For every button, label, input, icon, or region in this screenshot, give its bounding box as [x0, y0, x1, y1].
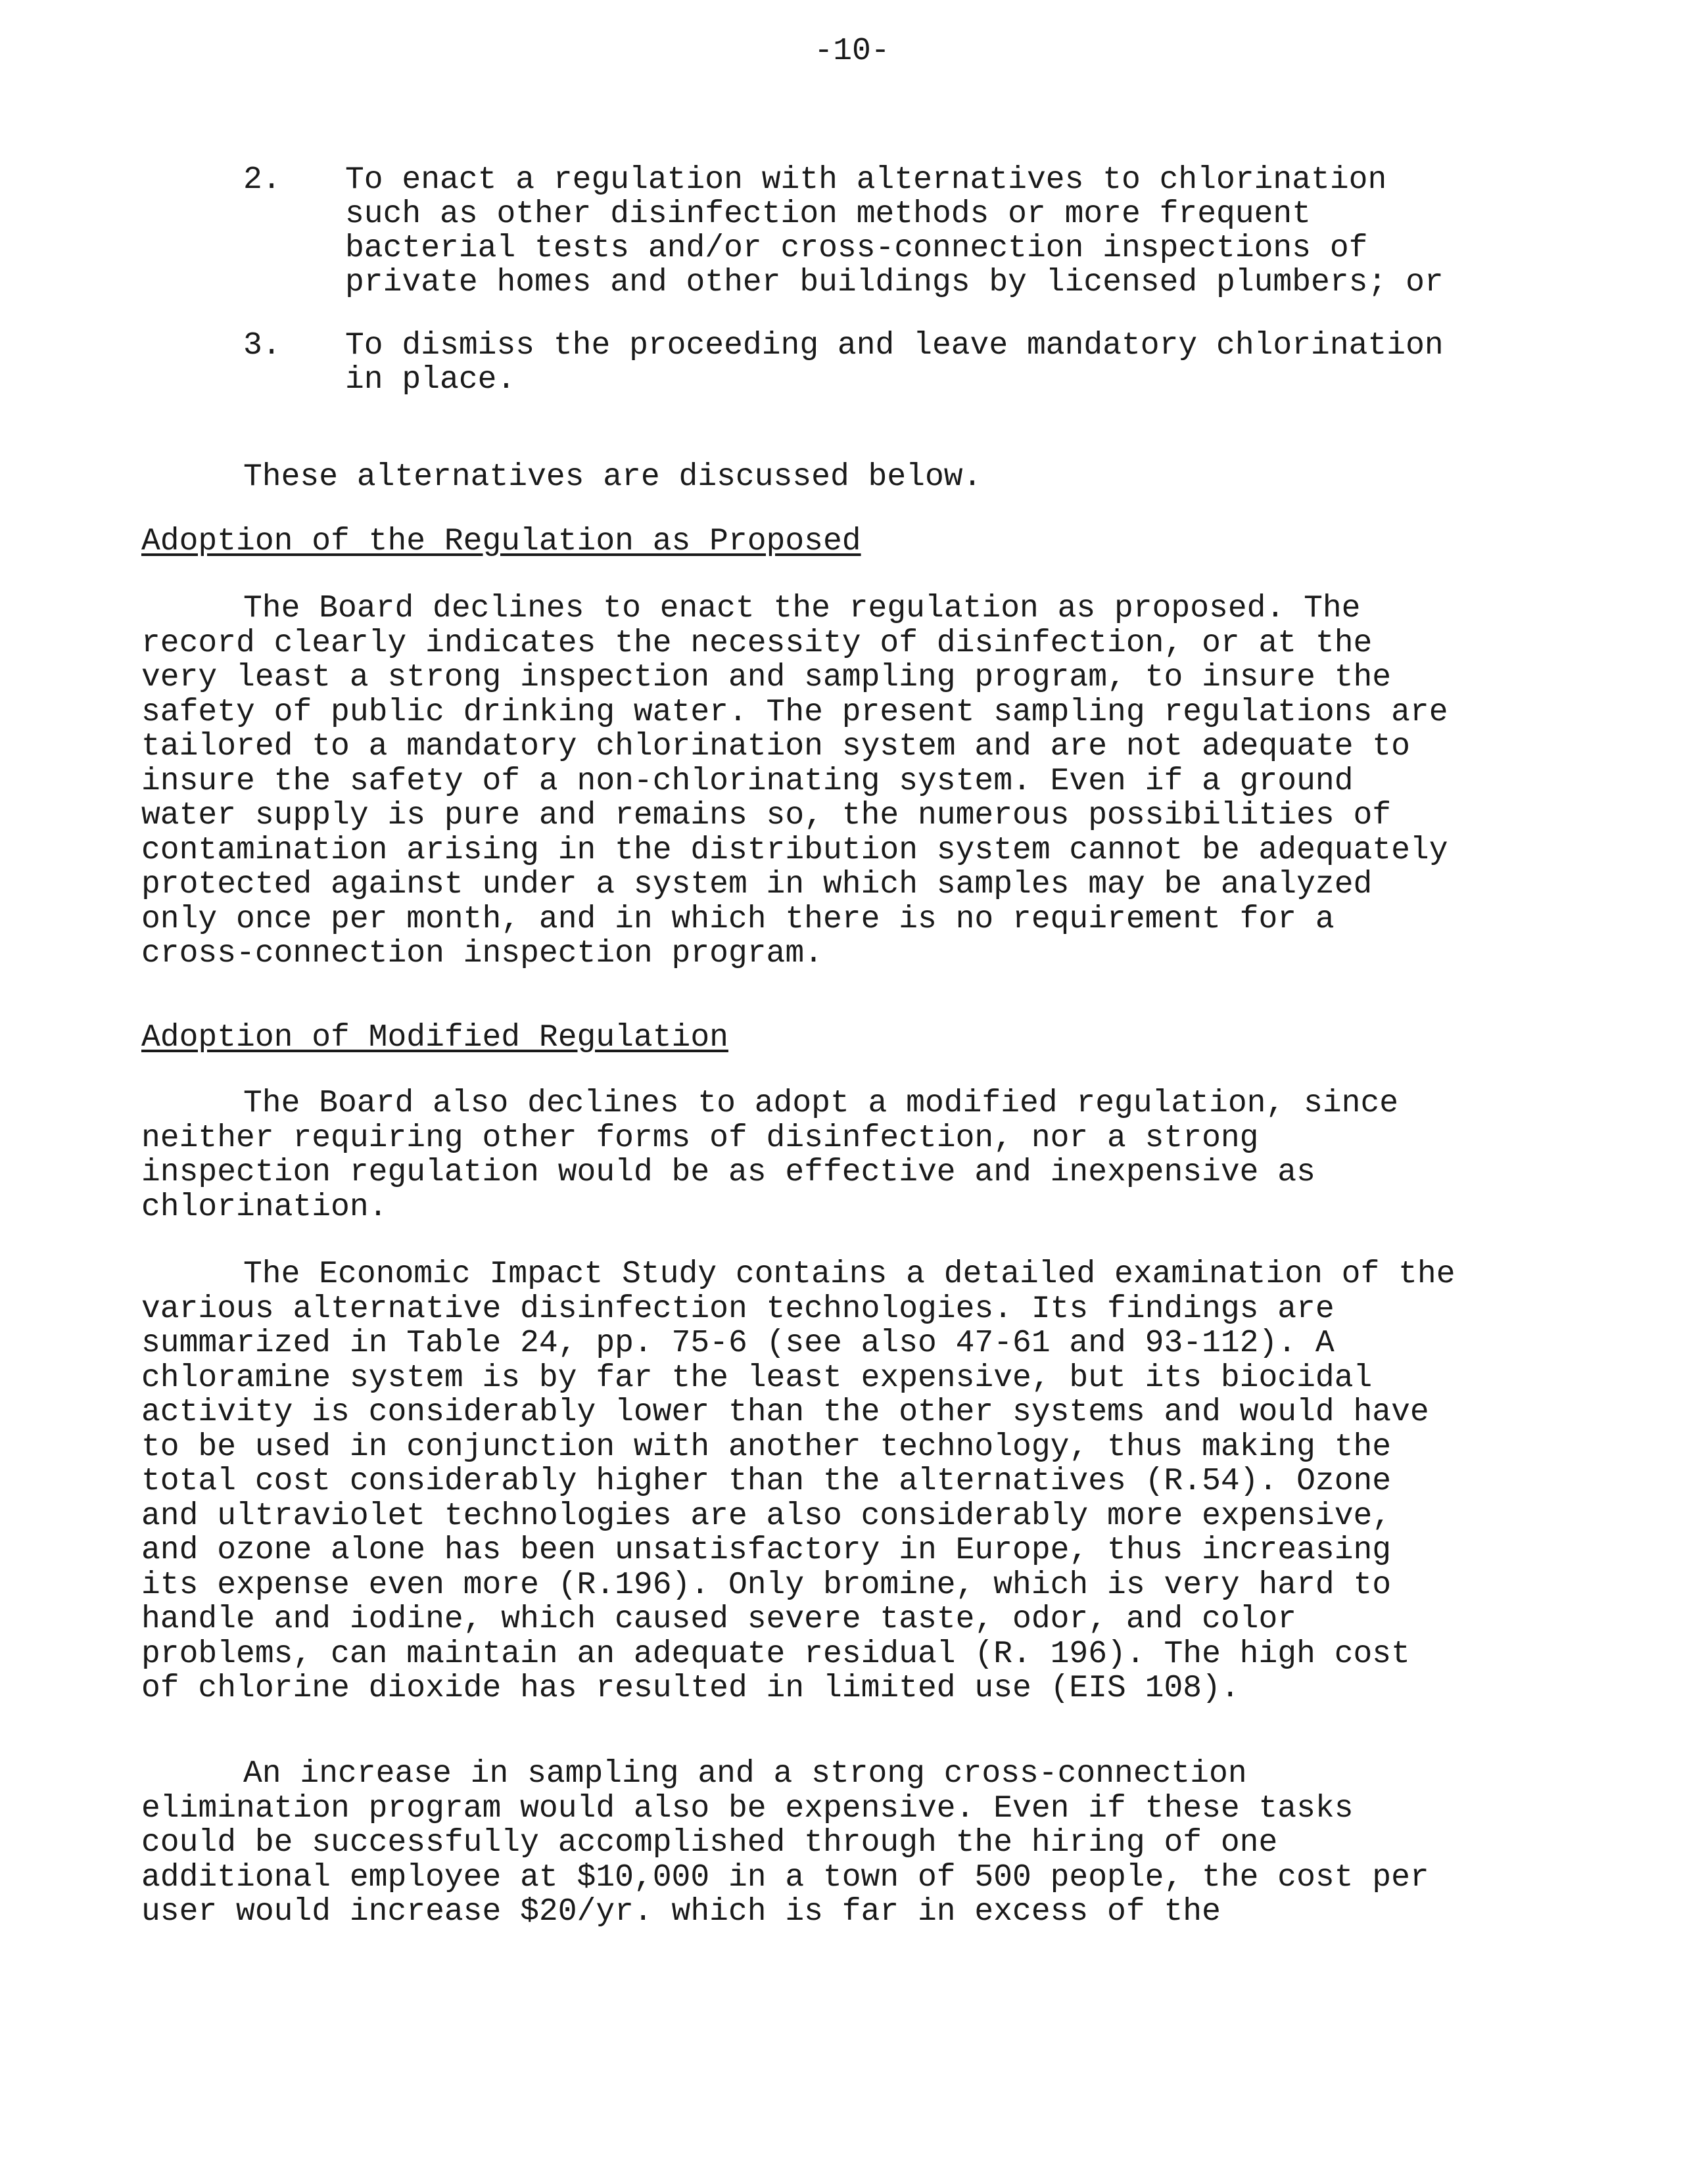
list-item-number: 2.	[243, 162, 281, 198]
paragraph-modified-3: An increase in sampling and a strong cross-connection elimination program would also be expensive. Even if these tasks could be successfully accomplished through the hiring of one additional employee at $10,000 in a town of 500 people, the cost per user would increase $20/yr. which is far in excess of the	[141, 1756, 1429, 1930]
section-heading-modified: Adoption of Modified Regulation	[141, 1020, 728, 1056]
section-heading-proposed: Adoption of the Regulation as Proposed	[141, 524, 861, 559]
alternatives-list	[243, 163, 1459, 426]
paragraph-modified-1: The Board also declines to adopt a modified regulation, since neither requiring other forms of disinfection, nor a strong inspection regulation would be as effective and inexpensive as chlorination.	[141, 1086, 1399, 1225]
list-item-text: To enact a regulation with alternatives to chlorination such as other disinfection methods or more frequent bacterial tests and/or cross-connection inspections of private homes and other buildings by licensed plumbers; or	[345, 162, 1444, 300]
intro-text: These alternatives are discussed below.	[243, 459, 982, 495]
paragraph-proposed: The Board declines to enact the regulation as proposed. The record clearly indicates the necessity of disinfection, or at the very least a strong inspection and sampling program, to insure the safety of public drinking water. The present sampling regulations are tailored to a mandatory chlorination system and are not adequate to insure the safety of a non-chlorinating system. Even if a ground water supply is pure and remains so, the numerous possibilities of contamination arising in the distribution system cannot be adequately protected against under a system in which samples may be analyzed only once per month, and in which there is no requirement for a cross-connection inspection program.	[141, 591, 1448, 971]
list-item-text: To dismiss the proceeding and leave mandatory chlorination in place.	[345, 328, 1444, 398]
list-item	[243, 329, 1459, 397]
paragraph-modified-2: The Economic Impact Study contains a detailed examination of the various alternative disinfection technologies. Its findings are summarized in Table 24, pp. 75-6 (see also 47-61 and 93-112). A chloramine system is by far the least expensive, but its biocidal activity is considerably lower than the other systems and would have to be used in conjunction with another technology, thus making the total cost considerably higher than the alternatives (R.54). Ozone and ultraviolet technologies are also considerably more expensive, and ozone alone has been unsatisfactory in Europe, thus increasing its expense even more (R.196). Only bromine, which is very hard to handle and iodine, which caused severe taste, odor, and color problems, can maintain an adequate residual (R. 196). The high cost of chlorine dioxide has resulted in limited use (EIS 108).	[141, 1257, 1456, 1706]
list-item-number: 3.	[243, 328, 281, 363]
page-number: -10-	[814, 34, 890, 69]
list-item	[243, 163, 1459, 300]
